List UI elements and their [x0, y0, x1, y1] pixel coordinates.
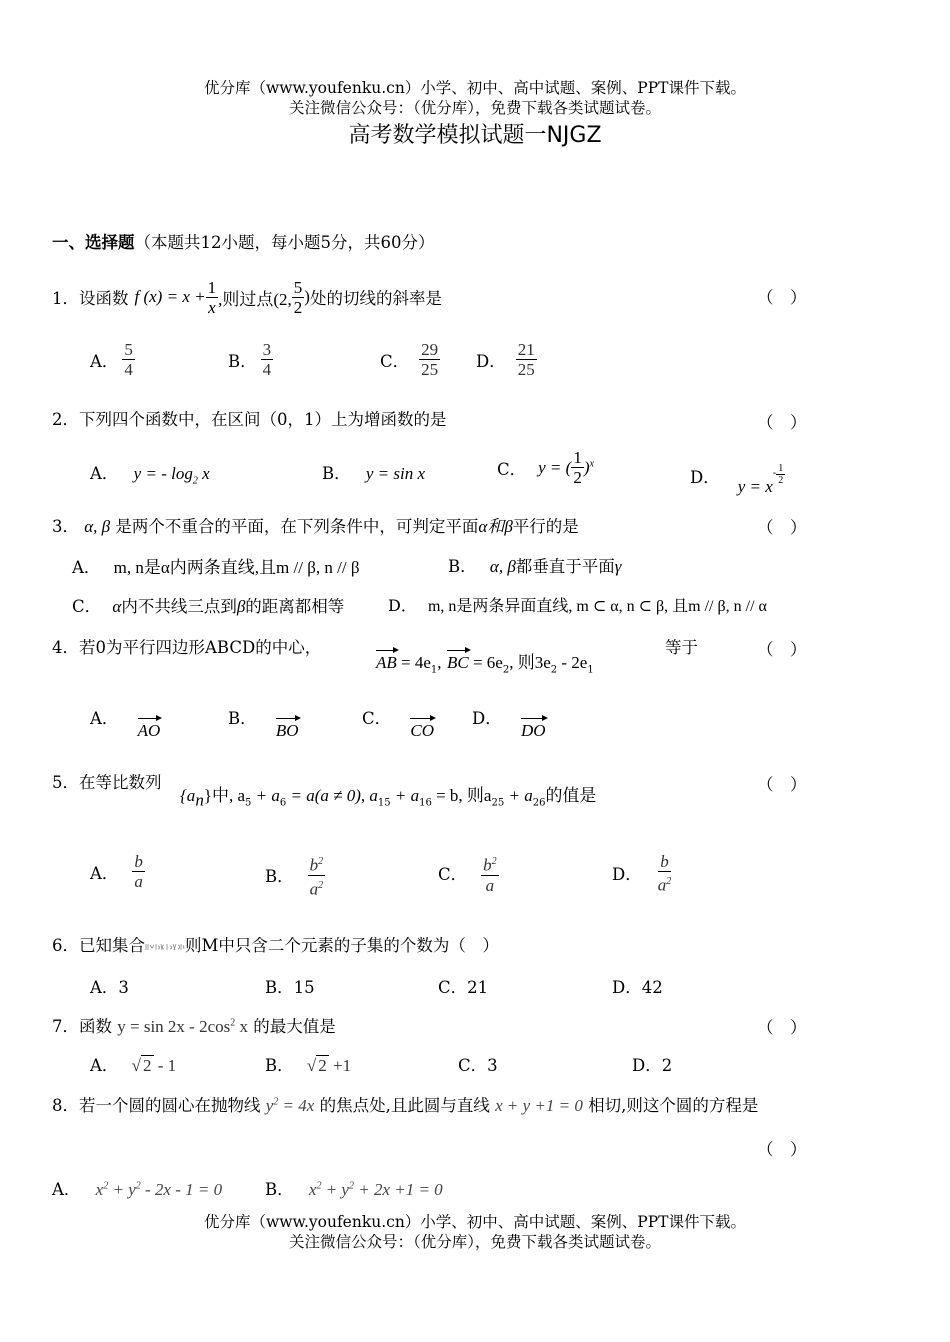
q4-tail: 等于 [665, 638, 698, 657]
q7-expr2: x [235, 1017, 248, 1036]
q1-a-num: 5 [124, 340, 133, 359]
section-note: （本题共12小题，每小题5分，共60分） [134, 233, 435, 252]
q5-a-den [132, 872, 145, 891]
q1-expr-b: ,则过点(2, [218, 289, 292, 309]
q2-d-den: 2 [778, 474, 784, 486]
q5-expr-a: {a [180, 786, 196, 805]
q3-option-b[interactable] [448, 553, 621, 577]
q1-b-den: 4 [262, 360, 272, 379]
section-heading [52, 229, 435, 253]
q3-c-math2: β [236, 597, 246, 616]
q5-tail: 的值是 [545, 786, 597, 806]
q2-option-b-expr: y = sin x [365, 464, 426, 483]
header-line-2: 关注微信公众号：（优分库），免费下载各类试题试卷。 [288, 99, 661, 117]
q5-rest1: }中, a [203, 786, 246, 805]
q2-option-c-label: C． [497, 459, 527, 479]
q2-option-a-label: A． [90, 464, 119, 483]
q8-expr-1 [266, 1096, 315, 1115]
q1-tail: 处的切线的斜率是 [309, 289, 442, 308]
q7-a-tail: - 1 [153, 1056, 177, 1075]
q1-option-c-frac [419, 340, 440, 379]
q8-option-a-label: A． [52, 1180, 81, 1199]
q7-b-rad: 2 [318, 1056, 327, 1075]
question-2: 2．下列四个函数中，在区间（0，1）上为增函数的是 [52, 410, 447, 429]
question-8 [52, 1092, 758, 1116]
q6-text: 6．已知集合 [52, 936, 145, 955]
q3-option-c[interactable] [72, 593, 344, 617]
q8-a-sup2: 2 [135, 1180, 141, 1192]
header-line-1: 优分库（www.youfenku.cn）小学、初中、高中试题、案例、PPT课件下载。 [203, 79, 747, 97]
q3-mid: α和β [478, 517, 513, 536]
q5-sub-6: 6 [279, 797, 287, 809]
q4-option-d[interactable] [472, 705, 546, 740]
q8-a-x: x [95, 1180, 104, 1199]
q1-option-b-label: B． [228, 351, 257, 371]
q5-c-den-v: a [485, 875, 495, 895]
q4-e1: = 4e [396, 653, 431, 672]
q5-sub-25: 25 [491, 797, 505, 809]
q2-option-b[interactable] [322, 460, 425, 484]
q5-option-a[interactable] [90, 852, 145, 891]
q1-frac-1-num: 1 [207, 277, 217, 297]
q1-c-num: 29 [421, 340, 439, 359]
q4-e2: = 6e [468, 653, 503, 672]
q3-option-d[interactable] [388, 593, 767, 616]
q7-b-expr: √ 2 +1 [306, 1056, 352, 1075]
q8-mid: 的焦点处,且此圆与直线 [319, 1096, 490, 1115]
question-6 [52, 932, 499, 956]
q3-option-a-text: m, n是α内两条直线,且m // β, n // β [113, 558, 360, 577]
q4-option-a-label: A． [90, 709, 119, 728]
q1-option-a-frac [122, 340, 135, 379]
question-3 [52, 512, 579, 537]
q7-a-expr: √ 2 - 1 [131, 1056, 177, 1075]
q2-c-frac [571, 448, 584, 487]
q5-option-c[interactable] [438, 852, 499, 895]
q5-c-num-v: b [483, 855, 492, 875]
q7-expr-main: y = sin 2x - 2cos [117, 1017, 231, 1036]
q6-tail: 则M中只含二个元素的子集的个数为（ ） [185, 936, 499, 955]
q2-option-d-label: D． [690, 468, 720, 487]
q8-a-expr [96, 1180, 222, 1199]
q1-frac-2-den: 2 [293, 297, 303, 317]
footer-line-1: 优分库（www.youfenku.cn）小学、初中、高中试题、案例、PPT课件下载。 [203, 1213, 747, 1231]
q1-number: 1．设函数 [52, 289, 129, 308]
q4-option-a-vec: AO [137, 721, 161, 740]
q8-option-b[interactable] [265, 1176, 443, 1200]
q5-b-nsup: 2 [318, 856, 324, 867]
question-5: 5．在等比数列 [52, 773, 162, 792]
q2-c-den: 2 [573, 468, 582, 487]
q2-option-a-expr [133, 464, 210, 487]
q5-p3: + a [504, 786, 533, 805]
q1-expr-a: f (x) = x + [134, 287, 206, 306]
q7-expr [117, 1017, 248, 1036]
q5-c-nsup: 2 [491, 856, 497, 867]
q4-option-d-label: D． [472, 709, 502, 728]
q5-c-den [484, 876, 497, 895]
q5-d-num-v: b [660, 852, 669, 871]
q3-b-text: 都垂直于平面 [515, 557, 615, 576]
q3-option-a[interactable] [72, 553, 359, 578]
q5-b-dsup: 2 [318, 879, 324, 891]
q4-vec-bc: BC [446, 653, 469, 672]
q5-rest2: = a(a ≠ 0), a [286, 786, 378, 805]
q5-d-den [656, 872, 674, 895]
q5-option-a-frac [132, 852, 145, 891]
q1-answer-paren[interactable]: （ ） [757, 288, 807, 307]
q8-b-rest: + 2x +1 = 0 [353, 1180, 443, 1199]
q7-option-c[interactable]: C．3 [458, 1056, 498, 1075]
q4-comma: , [437, 653, 442, 672]
q1-option-a[interactable] [90, 340, 135, 379]
q4-option-c-label: C． [362, 709, 392, 728]
q1-option-b-frac [261, 340, 274, 379]
q5-sub-5: 5 [245, 797, 252, 809]
section-label: 一、选择题 [52, 233, 135, 252]
q4-vec-ab: AB [376, 653, 397, 672]
q8-b-sup1: 2 [316, 1180, 322, 1192]
q4-option-b-vec: BO [275, 721, 299, 740]
q2-option-b-label: B． [322, 464, 351, 483]
q6-option-d[interactable]: D．42 [612, 978, 663, 997]
q4-answer-paren[interactable]: （ ） [757, 640, 807, 659]
q1-frac-2 [292, 278, 305, 317]
q2-a-sub: 2 [192, 475, 198, 487]
q4-option-c[interactable] [362, 705, 434, 740]
q1-frac-1-den: x [208, 297, 216, 317]
q5-option-b-frac [308, 852, 326, 898]
page-title: 高考数学模拟试题一NJGZ [348, 123, 602, 148]
q3-option-d-text: m, n是两条异面直线, m ⊂ α, n ⊂ β, 且m // β, n // α [427, 598, 767, 615]
q7-tail: 的最大值是 [253, 1017, 336, 1036]
q2-option-c[interactable] [497, 448, 594, 487]
q4-option-c-vec: CO [410, 721, 434, 740]
q5-b-num-v: b [309, 855, 319, 875]
q1-frac-1 [206, 278, 219, 317]
q8-option-a[interactable] [52, 1176, 222, 1200]
q5-option-d[interactable] [612, 852, 673, 895]
q1-a-den: 4 [124, 360, 133, 379]
q8-b-y: + y [321, 1180, 349, 1199]
q5-sub-15: 15 [377, 797, 391, 809]
q1-option-b[interactable] [228, 340, 273, 379]
q6-option-a[interactable]: A．3 [90, 978, 129, 997]
q5-sub-16: 16 [419, 797, 432, 809]
question-1 [52, 272, 442, 322]
q8-b-x: x [308, 1180, 317, 1199]
q3-number: 3． [52, 517, 79, 536]
q4-option-b-label: B． [228, 709, 257, 728]
q4-option-d-vec: DO [520, 721, 546, 740]
q5-b-num [308, 852, 326, 876]
q5-option-b-label: B． [265, 867, 294, 887]
q8-a-rest: - 2x - 1 = 0 [140, 1180, 223, 1199]
q3-text: 是两个不重合的平面，在下列条件中，可判定平面 [115, 517, 479, 536]
q2-a-tail: x [197, 464, 210, 483]
q4-option-b[interactable] [228, 705, 299, 740]
q1-option-a-label: A． [90, 351, 119, 371]
q2-a-expr-main: y = - log [133, 464, 193, 483]
q5-c-num [481, 852, 499, 876]
q1-expr-c: ) [304, 287, 310, 306]
q1-c-den: 25 [421, 360, 439, 379]
q3-b-tail: γ [614, 557, 622, 576]
q8-b-sup2: 2 [348, 1180, 354, 1192]
q2-d-frac [776, 463, 785, 486]
q3-c-tail: 的距离都相等 [245, 597, 345, 616]
q5-expr [180, 781, 596, 810]
q8-option-b-label: B． [265, 1180, 294, 1199]
q3-c-text: 内不共线三点到 [121, 597, 237, 616]
q1-b-num: 3 [262, 340, 272, 359]
q5-option-d-frac [656, 852, 674, 895]
q3-option-c-label: C． [72, 597, 102, 616]
set-definition-image [145, 942, 185, 952]
q1-option-d[interactable] [476, 340, 537, 379]
q8-e1: y [265, 1096, 274, 1115]
q5-d-num [658, 852, 671, 872]
q4-expr [376, 648, 594, 675]
q7-a-rad: 2 [143, 1056, 152, 1075]
q1-frac-2-num: 5 [293, 277, 303, 297]
q2-d-sup: - [772, 467, 777, 479]
q7-sup: 2 [230, 1017, 236, 1029]
q4-t1-sub: 2 [550, 664, 558, 676]
q5-option-c-label: C． [438, 865, 468, 885]
question-7 [52, 1013, 336, 1037]
q8-tail: 相切,则这个圆的方程是 [588, 1096, 759, 1115]
q6-option-c[interactable]: C．21 [438, 978, 489, 997]
q5-b-den [308, 876, 326, 899]
q5-rest3: = b, 则a [431, 786, 492, 805]
q1-option-d-frac [516, 340, 537, 379]
q2-d-expr: y = x [737, 477, 773, 496]
q4-then: , 则3e [509, 653, 551, 672]
q8-expr-2: x + y +1 = 0 [495, 1096, 583, 1115]
q5-a-num [132, 852, 145, 872]
q5-option-b[interactable] [265, 852, 325, 898]
q4-e2-sub: 2 [502, 664, 510, 676]
q5-d-den-v: a [657, 875, 667, 895]
q3-option-d-label: D． [388, 596, 417, 615]
q5-option-c-frac [481, 852, 499, 895]
q3-c-math: α [112, 597, 122, 616]
q5-a-den-v: a [134, 872, 143, 891]
q3-option-b-label: B． [448, 557, 477, 576]
q5-option-a-label: A． [90, 863, 119, 883]
footer-line-2: 关注微信公众号：（优分库），免费下载各类试题试卷。 [288, 1233, 661, 1251]
q3-lead: α, β [84, 517, 111, 536]
q2-option-d[interactable] [690, 455, 785, 497]
q2-c-sup: x [589, 457, 594, 469]
q3-option-a-label: A． [72, 558, 101, 577]
q8-e1-sup: 2 [273, 1096, 279, 1108]
q8-e1b: = 4x [278, 1096, 315, 1115]
q6-option-b[interactable]: B．15 [265, 978, 315, 997]
q2-c-post-wrap [584, 458, 594, 478]
q7-option-a[interactable] [90, 1052, 176, 1076]
q4-e1-sub: 1 [430, 664, 438, 676]
q7-option-d[interactable]: D．2 [632, 1056, 673, 1075]
q1-option-c-label: C． [380, 351, 410, 371]
q3-b-math: α, β [489, 557, 516, 576]
q5-d-dsup: 2 [666, 876, 672, 887]
q1-option-c[interactable] [380, 340, 440, 379]
question-4: 4．若0为平行四边形ABCD的中心， [52, 638, 322, 657]
q5-sub-n: n [195, 790, 204, 810]
q1-option-d-label: D． [476, 351, 506, 371]
q5-sub-26: 26 [532, 797, 546, 809]
q2-answer-paren[interactable]: （ ） [757, 413, 807, 432]
q1-d-num: 21 [517, 340, 535, 359]
q7-number: 7．函数 [52, 1017, 112, 1036]
q7-option-b[interactable] [265, 1052, 351, 1076]
q5-answer-paren[interactable]: （ ） [757, 775, 807, 794]
q5-p2: + a [390, 786, 420, 805]
q7-answer-paren[interactable]: （ ） [757, 1018, 807, 1037]
q4-minus: - 2e [557, 653, 588, 672]
q5-a-num-v: b [134, 852, 143, 871]
q8-a-y: + y [108, 1180, 136, 1199]
q5-option-d-label: D． [612, 865, 642, 885]
q7-option-b-label: B． [265, 1056, 294, 1075]
q4-option-a[interactable] [90, 705, 161, 740]
q1-d-den: 25 [517, 360, 535, 379]
q2-c-pre: y = ( [538, 457, 572, 477]
q3-answer-paren[interactable]: （ ） [757, 518, 807, 537]
q8-a-sup1: 2 [103, 1180, 109, 1192]
q8-number: 8．若一个圆的圆心在抛物线 [52, 1096, 261, 1115]
q5-p1: + a [251, 786, 280, 805]
q7-b-tail: +1 [328, 1056, 352, 1075]
q7-option-a-label: A． [90, 1056, 119, 1075]
q8-answer-paren[interactable]: （ ） [757, 1140, 807, 1159]
q2-option-a[interactable] [90, 460, 210, 486]
q3-tail: 平行的是 [512, 517, 579, 536]
q2-c-num: 1 [573, 448, 582, 467]
q2-c-post: ) [583, 457, 590, 477]
q2-d-num: 1 [778, 462, 784, 474]
q8-b-expr [309, 1180, 443, 1199]
q5-b-den-v: a [309, 879, 319, 899]
q4-t2-sub: 1 [587, 664, 594, 676]
